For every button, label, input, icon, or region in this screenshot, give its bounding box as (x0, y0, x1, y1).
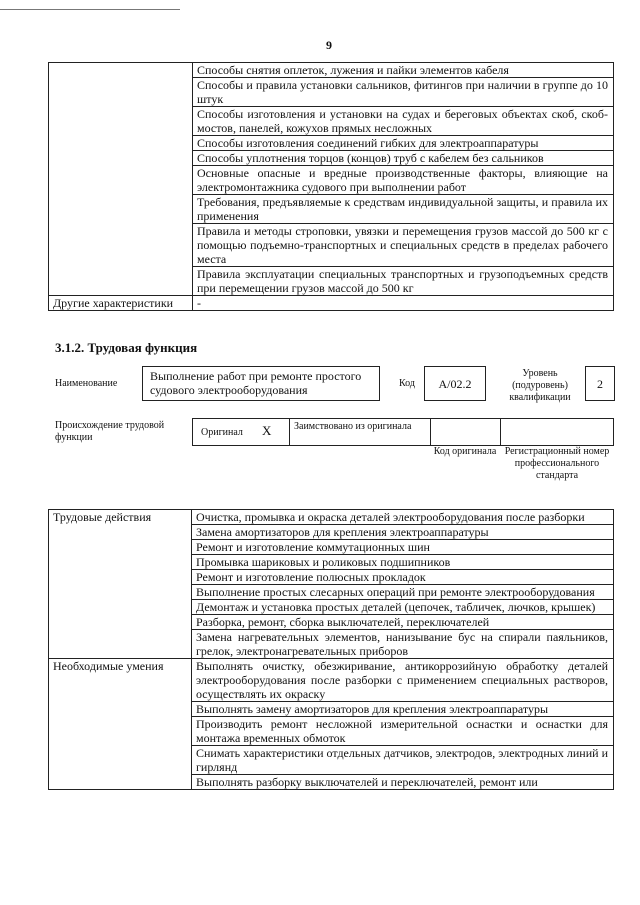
table-cell: Очистка, промывка и окраска деталей электрооборудования после разборки (192, 510, 614, 525)
table-cell: Разборка, ремонт, сборка выключателей, переключателей (192, 615, 614, 630)
table-cell: Выполнять замену амортизаторов для крепления электроаппаратуры (192, 702, 614, 717)
table-cell: Требования, предъявляемые к средствам индивидуальной защиты, и правила их применения (193, 195, 614, 224)
code-label: Код (399, 378, 415, 389)
original-mark: X (262, 423, 272, 438)
table-cell: Основные опасные и вредные производственные факторы, влияющие на электромонтажника судового при выполнении работ (193, 166, 614, 195)
table-cell: Способы уплотнения торцов (концов) труб с кабелем без сальников (193, 151, 614, 166)
origin-code-cell (430, 419, 501, 445)
page-number: 9 (326, 38, 332, 52)
knowledge-table (48, 62, 614, 311)
table-cell: Способы изготовления и установки на судах и береговых объектах скоб, скоб-мостов, панелей, кожухов прямых несложных (193, 107, 614, 136)
table-cell: Способы и правила установки сальников, фитингов при наличии в группе до 10 штук (193, 78, 614, 107)
other-characteristics-value: - (193, 296, 614, 311)
table-row (49, 510, 614, 525)
other-characteristics-label: Другие характеристики (49, 296, 193, 311)
table-cell: Выполнение простых слесарных операций при ремонте электрооборудования (192, 585, 614, 600)
origin-code-caption: Код оригинала (433, 446, 497, 457)
table-cell: Способы снятия оплеток, лужения и пайки элементов кабеля (193, 63, 614, 78)
table-row (49, 296, 614, 311)
table-row (49, 63, 614, 78)
table-cell: Ремонт и изготовление полюсных прокладок (192, 570, 614, 585)
table-cell: Ремонт и изготовление коммутационных шин (192, 540, 614, 555)
table-cell: Замена нагревательных элементов, нанизывание бус на спирали паяльников, грелок, электронагревательных приборов (192, 630, 614, 659)
table-cell: Правила эксплуатации специальных транспортных и грузоподъемных средств при перемещении грузов массой до 500 кг (193, 267, 614, 296)
level-label: Уровень (подуровень) квалификации (509, 368, 571, 403)
table-label-cell (49, 63, 193, 296)
top-rule (0, 9, 180, 10)
table-cell: Выполнять очистку, обезжиривание, антикоррозийную обработку деталей электрооборудования после разборки с применением специальных растворов, осуществлять их окраску (192, 659, 614, 702)
registration-caption: Регистрационный номер профессионального стандарта (504, 446, 610, 481)
original-label: Оригинал (201, 427, 243, 438)
table-cell: Способы изготовления соединений гибких для электроаппаратуры (193, 136, 614, 151)
table-cell: Замена амортизаторов для крепления электроаппаратуры (192, 525, 614, 540)
table-cell: Выполнять разборку выключателей и переключателей, ремонт или (192, 775, 614, 790)
table-cell: Промывка шариковых и роликовых подшипников (192, 555, 614, 570)
original-cell (193, 419, 290, 445)
table-cell: Правила и методы строповки, увязки и перемещения грузов массой до 500 кг с помощью подъемно-транспортных и специальных средств в пределах рабочего места (193, 224, 614, 267)
table-cell: Демонтаж и установка простых деталей (цепочек, табличек, лючков, крышек) (192, 600, 614, 615)
function-code-box: A/02.2 (424, 366, 486, 401)
function-name-box: Выполнение работ при ремонте простого судового электрооборудования (142, 366, 380, 401)
group-label-skills: Необходимые умения (49, 659, 192, 790)
origin-box (192, 418, 614, 446)
name-label: Наименование (55, 378, 118, 389)
work-actions-table (48, 509, 614, 790)
level-box: 2 (585, 366, 615, 401)
table-cell: Производить ремонт несложной измерительной оснастки и оснастки для монтажа временных обмоток (192, 717, 614, 746)
table-row (49, 659, 614, 702)
borrowed-label: Заимствовано из оригинала (294, 421, 412, 432)
group-label-actions: Трудовые действия (49, 510, 192, 659)
section-title: 3.1.2. Трудовая функция (55, 340, 198, 355)
table-cell: Снимать характеристики отдельных датчиков, электродов, электродных линий и гирлянд (192, 746, 614, 775)
origin-label: Происхождение трудовой функции (55, 420, 165, 443)
